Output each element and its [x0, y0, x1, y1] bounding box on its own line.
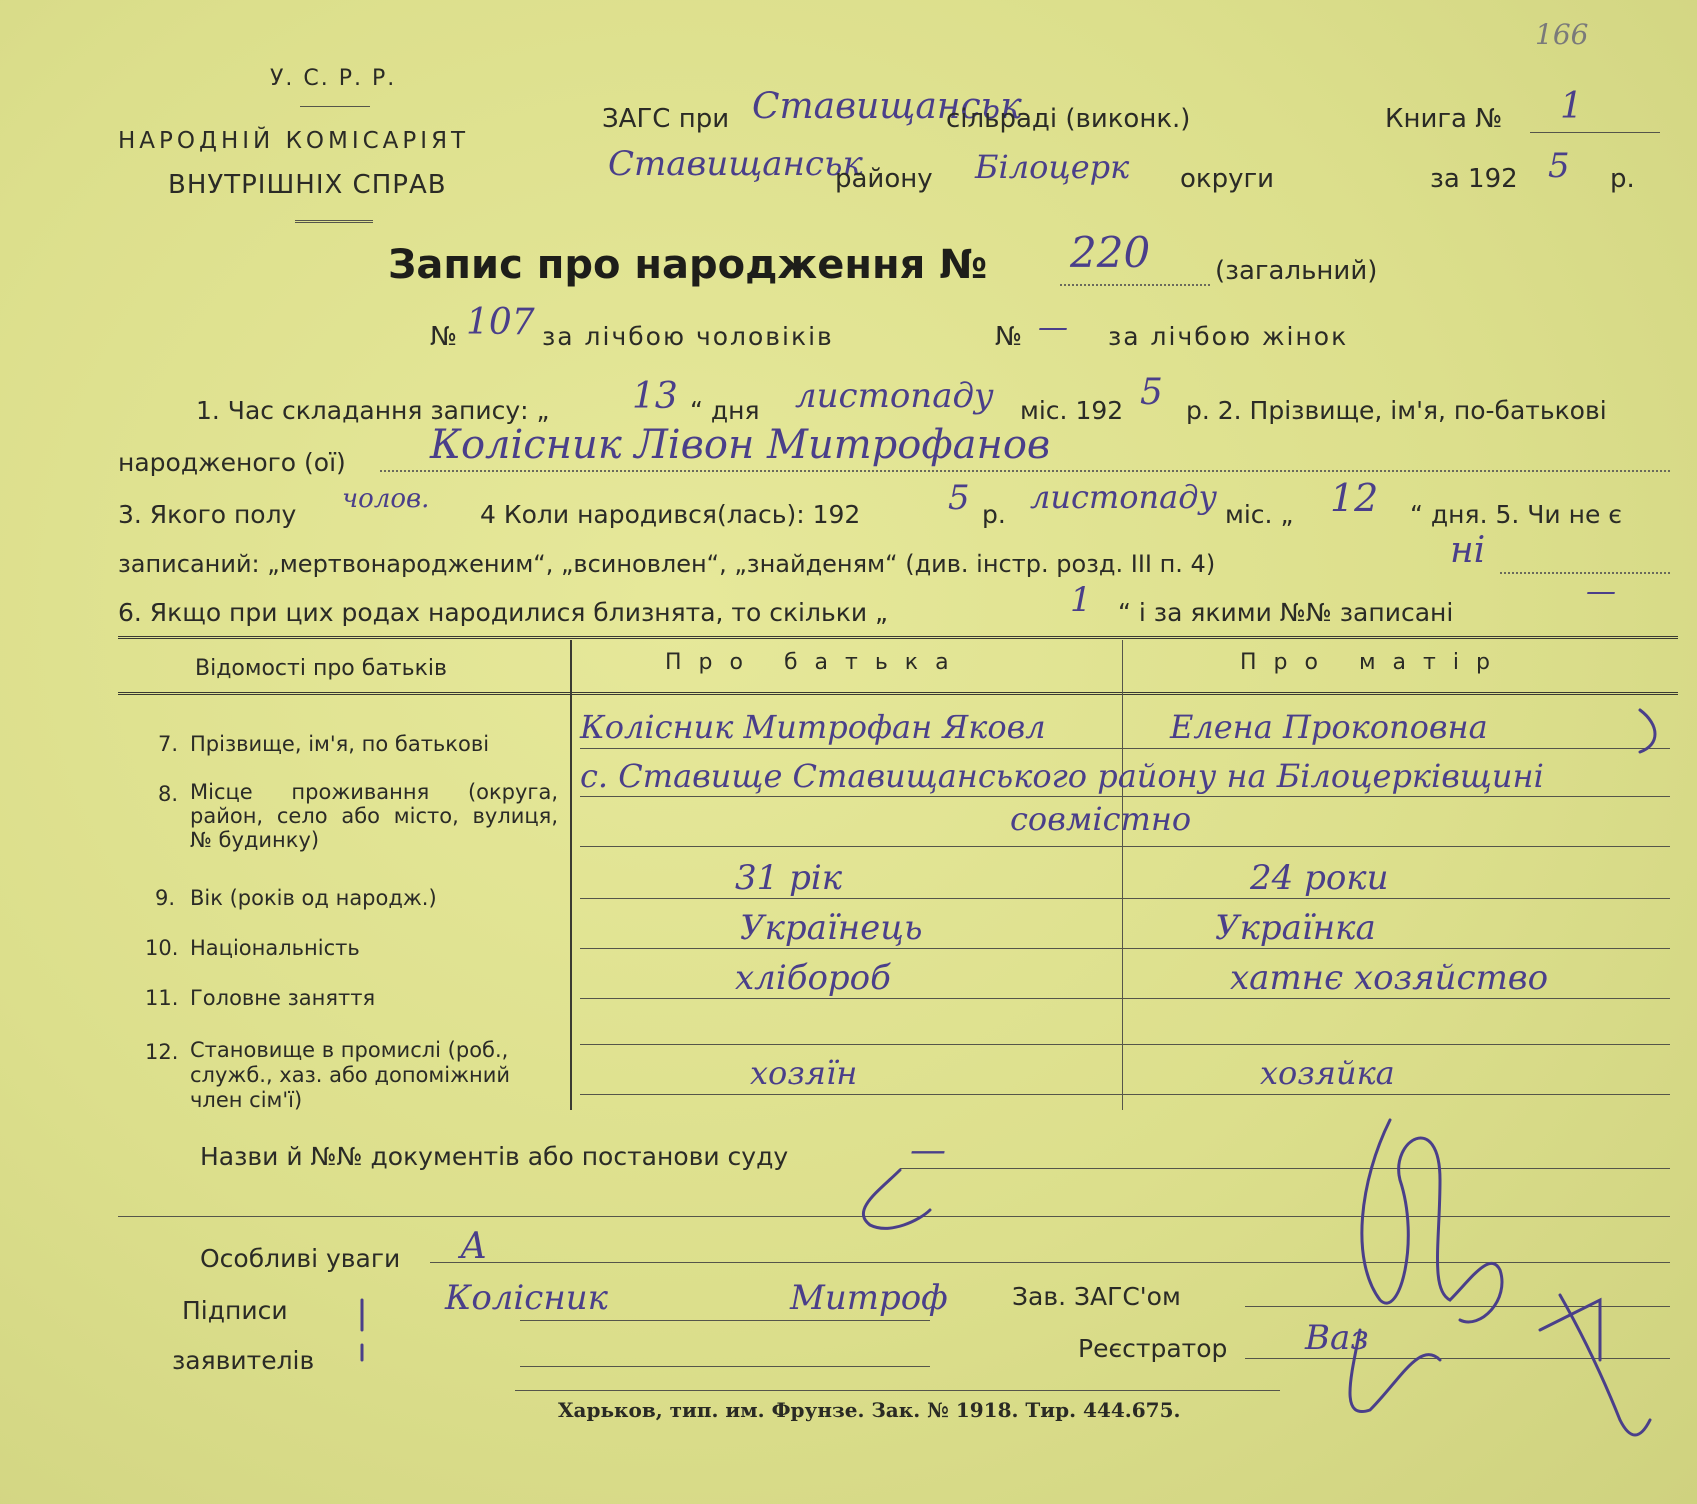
commissariat-line2: ВНУТРІШНІХ СПРАВ: [168, 170, 447, 200]
documents-value: —: [910, 1130, 946, 1171]
row10-num: 10.: [145, 936, 179, 960]
q1-month: листопаду: [795, 376, 994, 416]
q4-month-suffix: міс. „: [1225, 500, 1294, 529]
q4-year-digit: 5: [948, 478, 970, 518]
q1-year-suffix: р. 2. Прізвище, ім'я, по-батькові: [1186, 396, 1607, 425]
book-number: 1: [1560, 86, 1583, 127]
row8-father: с. Ставище Ставищанського району на Білоцерківщині: [580, 757, 1544, 795]
book-label: Книга №: [1385, 104, 1503, 134]
record-title: Запис про народження №: [388, 242, 988, 288]
row9-num: 9.: [155, 886, 176, 910]
q6-label: 6. Якщо при цих родах народилися близнята, то скільки „: [118, 598, 888, 627]
official-signature-tail: [1350, 1330, 1440, 1412]
q3-label: 3. Якого полу: [118, 500, 297, 529]
q1-month-suffix: міс. 192: [1020, 396, 1124, 425]
signatures-label-2: заявителів: [172, 1346, 315, 1375]
row8-label: Місце проживання (округа, район, село або місто, вулиця, № будинку): [190, 780, 558, 852]
okrug-suffix: округи: [1180, 164, 1275, 194]
row7-mother: Елена Прокоповна: [1170, 708, 1488, 746]
row11-mother: хатнє хозяйство: [1230, 958, 1549, 998]
row7-label: Прізвище, ім'я, по батькові: [190, 732, 490, 756]
row11-num: 11.: [145, 986, 179, 1010]
row9-father: 31 рік: [735, 858, 843, 898]
head-label: Зав. ЗАГС'ом: [1012, 1282, 1181, 1311]
q6-value: 1: [1070, 580, 1092, 620]
row8-mother: совмістно: [1010, 800, 1192, 838]
documents-label: Назви й №№ документів або постанови суду: [200, 1142, 789, 1171]
official-signature-stroke: [1560, 1295, 1650, 1435]
row12-mother: хозяйка: [1260, 1054, 1395, 1092]
okrug-value: Білоцерк: [975, 148, 1130, 186]
commissariat-line1: НАРОДНІЙ КОМІСАРІЯТ: [118, 128, 470, 154]
q1-year-digit: 5: [1140, 372, 1163, 413]
zags-suffix: сільраді (виконк.): [946, 104, 1191, 134]
q6-dash: —: [1586, 574, 1616, 609]
zags-village: Ставищанськ: [752, 86, 1022, 127]
archive-mark: 166: [1535, 18, 1589, 51]
row12-label: Становище в промислі (роб., служб., хаз. або допоміжний член сім'ї): [190, 1038, 511, 1112]
q4-day: 12: [1330, 476, 1379, 520]
row11-father: хлібороб: [735, 958, 891, 998]
official-signature: [1362, 1120, 1502, 1322]
table-header-mother: Про матір: [1240, 650, 1507, 675]
q1-label: 1. Час складання запису: „: [196, 396, 550, 425]
year-digit: 5: [1548, 146, 1570, 186]
record-number: 220: [1070, 228, 1151, 277]
registrar-signature: Ваз: [1305, 1318, 1369, 1358]
men-label: за лічбою чоловіків: [542, 322, 834, 351]
remarks-label: Особливі уваги: [200, 1244, 401, 1273]
women-prefix: №: [995, 322, 1023, 352]
applicant-signature-2: Митроф: [790, 1278, 948, 1318]
row12-num: 12.: [145, 1040, 179, 1064]
row8-num: 8.: [158, 782, 179, 806]
mother-name-bracket: [1640, 710, 1655, 752]
remarks-value: А: [460, 1226, 488, 1267]
men-number: 107: [466, 302, 535, 343]
q3-value: чолов.: [342, 484, 430, 514]
q5-label: записаний: „мертвонародженим“, „всиновлен“, „знайденям“ (див. інстр. розд. III п. 4): [118, 550, 1216, 578]
q1-day: 13: [632, 376, 678, 417]
zags-prefix: ЗАГС при: [602, 104, 730, 134]
q4-month: листопаду: [1030, 478, 1218, 516]
year-suffix: р.: [1610, 164, 1635, 194]
women-number: —: [1038, 310, 1068, 345]
applicant-signature-1: Колісник: [445, 1278, 608, 1318]
row10-mother: Українка: [1215, 908, 1376, 948]
q2-label: народженого (ої): [118, 448, 346, 477]
republic-abbrev: У. С. Р. Р.: [270, 66, 397, 91]
row9-mother: 24 роки: [1250, 858, 1389, 898]
printer-imprint: Харьков, тип. им. Фрунзе. Зак. № 1918. Тир. 444.675.: [558, 1398, 1181, 1422]
q4-label: 4 Коли народився(лась): 192: [480, 500, 861, 529]
district-suffix: району: [835, 164, 933, 194]
q6-suffix: “ і за якими №№ записані: [1118, 598, 1454, 627]
general-label: (загальний): [1215, 256, 1378, 286]
row7-num: 7.: [158, 732, 179, 756]
row9-label: Вік (років од народж.): [190, 886, 437, 910]
row7-father: Колісник Митрофан Яковл: [580, 708, 1046, 746]
table-header-info: Відомості про батьків: [195, 656, 447, 681]
registrar-label: Реєстратор: [1078, 1334, 1228, 1363]
row10-father: Українець: [740, 908, 923, 948]
row10-label: Національність: [190, 936, 360, 960]
q1-day-suffix: “ дня: [690, 396, 760, 425]
table-header-father: Про батька: [665, 650, 966, 675]
q4-day-suffix: “ дня. 5. Чи не є: [1410, 500, 1622, 529]
q2-value: Колісник Лівон Митрофанов: [430, 422, 1051, 468]
q5-value: ні: [1450, 530, 1486, 571]
year-prefix: за 192: [1430, 164, 1518, 194]
men-prefix: №: [430, 322, 458, 352]
signatures-label-1: Підписи: [182, 1296, 288, 1325]
documents-flourish: [863, 1170, 930, 1228]
q4-year-suffix: р.: [982, 500, 1006, 529]
women-label: за лічбою жінок: [1108, 322, 1349, 351]
district-value: Ставищанськ: [608, 144, 863, 184]
row11-label: Головне заняття: [190, 986, 376, 1010]
row12-father: хозяїн: [750, 1054, 858, 1092]
